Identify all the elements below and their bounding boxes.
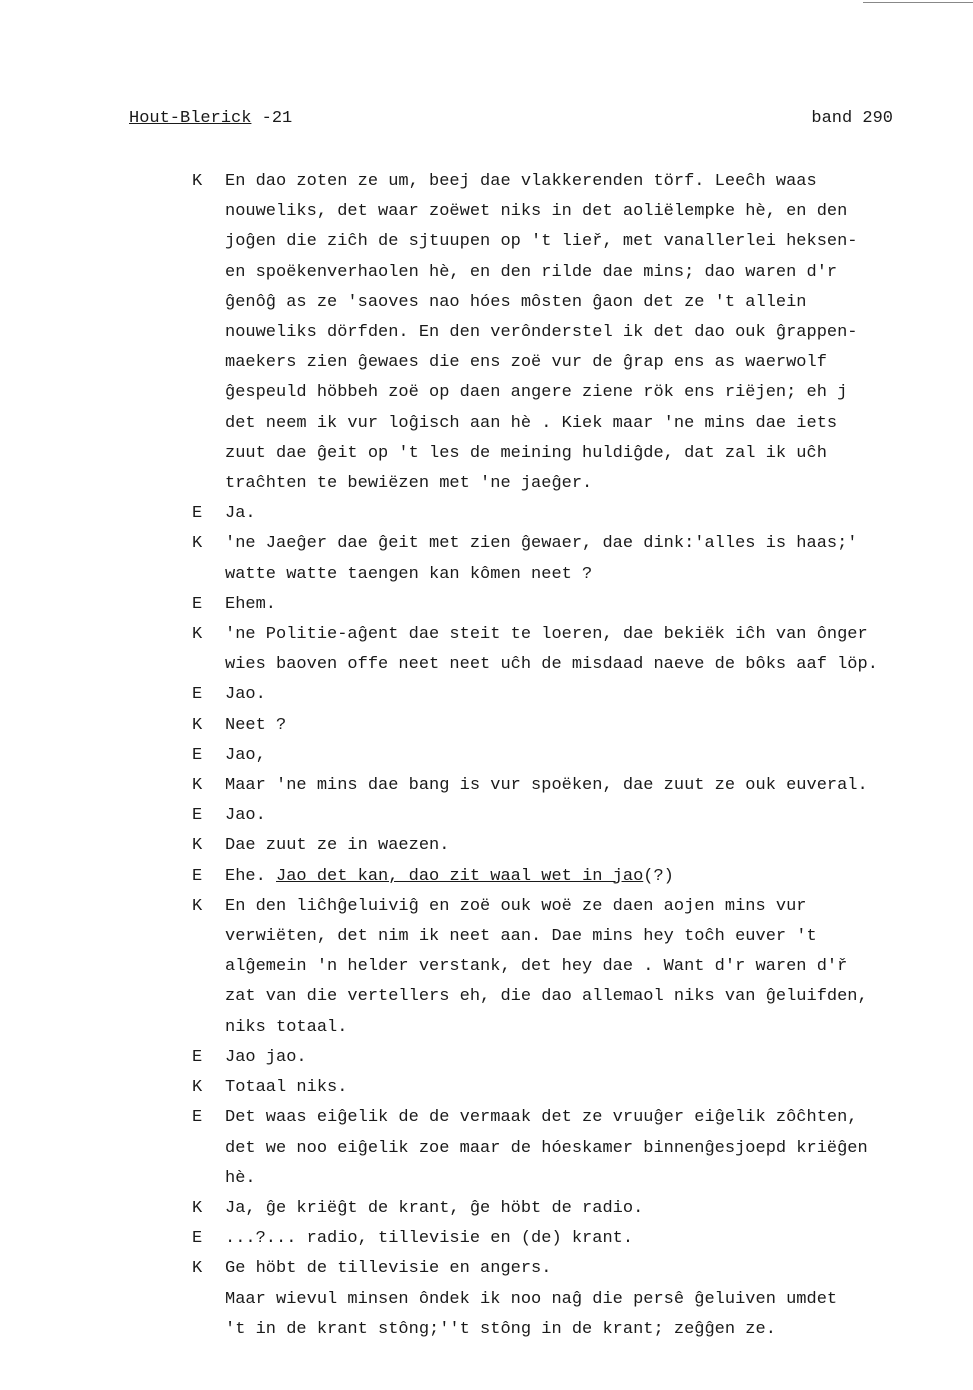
utterance-line [225, 862, 912, 892]
utterance-line [225, 1224, 912, 1254]
utterance-line [225, 801, 912, 831]
utterance-line [225, 1134, 912, 1164]
line-text: 't in de krant stông;''t stông in de krant; zeĝĝen ze. [225, 1319, 776, 1339]
speaker-label: K [192, 896, 203, 916]
utterance [225, 862, 912, 892]
line-text: zuut dae ĝeit op 't les de meining huldiĝde, dat zal ik uĉh [225, 443, 827, 463]
line-text: watte watte taengen kan kômen neet ? [225, 564, 593, 584]
line-text: Jao. [225, 806, 266, 826]
utterance-line [225, 288, 912, 318]
speaker-label: E [192, 504, 203, 524]
line-text: nouweliks, det waar zoëwet niks in det aoliëlempke hè, en den [225, 202, 848, 222]
transcript-turn [192, 892, 912, 1043]
header-tape-number: band 290 [811, 109, 893, 128]
utterance-line [225, 1103, 912, 1133]
page-header [129, 109, 893, 133]
speaker-label: E [192, 745, 203, 765]
utterance-line [225, 982, 912, 1012]
utterance-line [225, 771, 912, 801]
utterance-line [225, 378, 912, 408]
utterance-line [225, 1013, 912, 1043]
line-tail: (?) [643, 866, 674, 886]
utterance-line [225, 560, 912, 590]
utterance-line [225, 1194, 912, 1224]
utterance-line [225, 197, 912, 227]
speaker-label: K [192, 715, 203, 735]
header-place: Hout-Blerick [129, 109, 252, 128]
transcript-turn [192, 771, 912, 801]
header-page-number: -21 [261, 109, 293, 128]
transcript-turn [192, 801, 912, 831]
line-text: det we noo eiĝelik zoe maar de hóeskamer binnenĝesjoepd kriëĝen [225, 1138, 868, 1158]
utterance-line [225, 1164, 912, 1194]
header-left [129, 109, 292, 128]
line-text: Maar 'ne mins dae bang is vur spoëken, dae zuut ze ouk euveral. [225, 776, 868, 796]
transcript-turn [192, 1043, 912, 1073]
utterance [225, 801, 912, 831]
line-text: Ge höbt de tillevisie en angers. [225, 1259, 552, 1279]
utterance-line [225, 258, 912, 288]
speaker-label: K [192, 776, 203, 796]
speaker-label: K [192, 836, 203, 856]
speaker-label: E [192, 866, 203, 886]
speaker-label: K [192, 534, 203, 554]
utterance [225, 590, 912, 620]
line-text: det neem ik vur loĝisch aan hè . Kiek maar 'ne mins dae iets [225, 413, 838, 433]
transcript-turn [192, 167, 912, 499]
line-text: Jao, [225, 745, 266, 765]
line-text: Ehe. [225, 866, 277, 886]
utterance-line [225, 680, 912, 710]
utterance [225, 620, 912, 680]
transcript-turn [192, 862, 912, 892]
utterance-line [225, 499, 912, 529]
line-text: Det waas eiĝelik de de vermaak det ze vruuĝer eiĝelik zôĉhten, [225, 1108, 858, 1128]
line-text: Jao. [225, 685, 266, 705]
line-text: Ja. [225, 504, 256, 524]
line-text: hè. [225, 1168, 256, 1188]
utterance-line [225, 1254, 912, 1284]
utterance [225, 680, 912, 710]
utterance-line [225, 922, 912, 952]
transcript-turn [192, 1224, 912, 1254]
utterance-line [225, 1073, 912, 1103]
utterance [225, 499, 912, 529]
line-text: alĝemein 'n helder verstank, det hey dae . Want d'r waren d'ř [225, 957, 848, 977]
utterance-line [225, 529, 912, 559]
utterance [225, 771, 912, 801]
line-text: nouweliks dörfden. En den verônderstel ik det dao ouk ĝrappen- [225, 323, 858, 343]
line-text: Totaal niks. [225, 1078, 348, 1098]
line-text: traĉhten te bewiëzen met 'ne jaeĝer. [225, 474, 593, 494]
utterance [225, 1103, 912, 1194]
line-text: En dao zoten ze um, beej dae vlakkerenden törf. Leeĉh waas [225, 172, 817, 191]
line-text: Ja, ĝe kriëĝt de krant, ĝe höbt de radio. [225, 1198, 644, 1218]
utterance-line [225, 348, 912, 378]
line-text: En den liĉhĝeluiviĝ en zoë ouk woë ze daen aojen mins vur [225, 896, 807, 916]
top-rule [863, 2, 973, 3]
line-text: Jao jao. [225, 1047, 307, 1067]
transcript-turn [192, 1194, 912, 1224]
line-text: niks totaal. [225, 1017, 348, 1037]
utterance-line [225, 1315, 912, 1345]
transcript-turn [192, 499, 912, 529]
transcript-turn [192, 529, 912, 589]
transcript-turn [192, 680, 912, 710]
utterance [225, 1254, 912, 1345]
utterance-line [225, 590, 912, 620]
line-text: Maar wievul minsen ôndek ik noo naĝ die persê ĝeluiven umdet [225, 1289, 838, 1309]
utterance-line [225, 620, 912, 650]
utterance-line [225, 952, 912, 982]
speaker-label: K [192, 172, 203, 191]
underlined-text: Jao det kan, dao zit waal wet in jao [276, 866, 644, 886]
utterance-line [225, 439, 912, 469]
transcript [192, 167, 912, 1345]
line-text: ĝespeuld höbbeh zoë op daen angere ziene rök ens riëjen; eh j [225, 383, 848, 403]
speaker-label: E [192, 1047, 203, 1067]
line-text: zat van die vertellers eh, die dao allemaol niks van ĝeluifden, [225, 987, 868, 1007]
utterance [225, 711, 912, 741]
speaker-label: K [192, 1198, 203, 1218]
transcript-turn [192, 590, 912, 620]
utterance-line [225, 1285, 912, 1315]
utterance-line [225, 650, 912, 680]
transcript-turn [192, 1103, 912, 1194]
utterance-line [225, 318, 912, 348]
transcript-turn [192, 620, 912, 680]
line-text: wies baoven offe neet neet uĉh de misdaad naeve de bôks aaf löp. [225, 655, 878, 675]
utterance [225, 892, 912, 1043]
utterance-line [225, 227, 912, 257]
line-text: joĝen die ziĉh de sjtuupen op 't lieř, met vanallerlei heksen- [225, 232, 858, 252]
utterance [225, 167, 912, 499]
line-text: Ehem. [225, 594, 277, 614]
transcript-turn [192, 831, 912, 861]
speaker-label: E [192, 594, 203, 614]
line-text: verwiëten, det nim ik neet aan. Dae mins hey toĉh euver 't [225, 927, 817, 947]
utterance-line [225, 469, 912, 499]
utterance [225, 1043, 912, 1073]
speaker-label: E [192, 1229, 203, 1249]
line-text: 'ne Politie-aĝent dae steit te loeren, dae bekiëk iĉh van ônger [225, 625, 868, 645]
transcript-turn [192, 711, 912, 741]
line-text: ...?... radio, tillevisie en (de) krant. [225, 1229, 634, 1249]
transcript-turn [192, 1254, 912, 1345]
line-text: Neet ? [225, 715, 287, 735]
utterance-line [225, 741, 912, 771]
line-text: 'ne Jaeĝer dae ĝeit met zien ĝewaer, dae dink:'alles is haas;' [225, 534, 858, 554]
utterance-line [225, 409, 912, 439]
speaker-label: E [192, 806, 203, 826]
line-text: Dae zuut ze in waezen. [225, 836, 450, 856]
utterance [225, 741, 912, 771]
utterance-line [225, 831, 912, 861]
utterance-line [225, 1043, 912, 1073]
utterance [225, 529, 912, 589]
utterance [225, 1073, 912, 1103]
utterance [225, 831, 912, 861]
utterance [225, 1194, 912, 1224]
line-text: ĝenôĝ as ze 'saoves nao hóes môsten ĝaon det ze 't allein [225, 292, 807, 312]
utterance-line [225, 892, 912, 922]
speaker-label: E [192, 685, 203, 705]
transcript-turn [192, 1073, 912, 1103]
utterance [225, 1224, 912, 1254]
speaker-label: K [192, 1078, 203, 1098]
speaker-label: E [192, 1108, 203, 1128]
speaker-label: K [192, 625, 203, 645]
utterance-line [225, 167, 912, 197]
line-text: maekers zien ĝewaes die ens zoë vur de ĝrap ens as waerwolf [225, 353, 827, 373]
transcript-turn [192, 741, 912, 771]
line-text: en spoëkenverhaolen hè, en den rilde dae mins; dao waren d'r [225, 262, 838, 282]
speaker-label: K [192, 1259, 203, 1279]
utterance-line [225, 711, 912, 741]
